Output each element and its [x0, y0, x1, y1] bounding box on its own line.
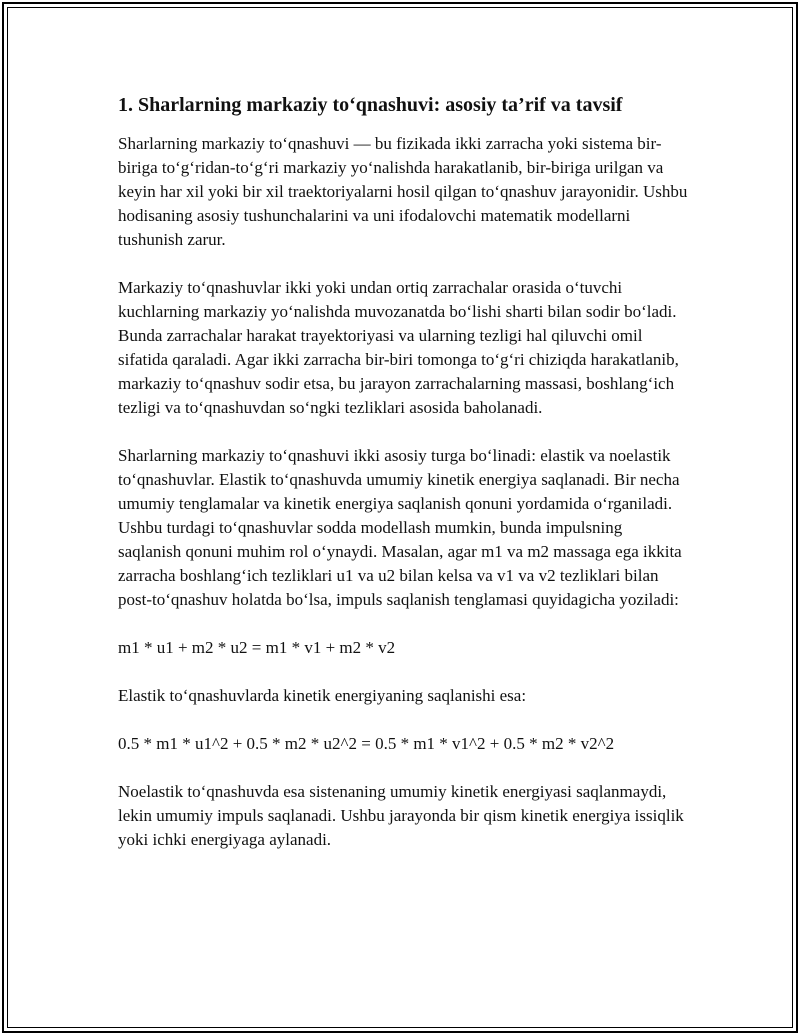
- paragraph-definition: Sharlarning markaziy to‘qnashuvi — bu fizikada ikki zarracha yoki sistema bir-biriga to‘g‘ridan-to‘g‘ri markaziy yo‘nalishda harakatlanib, bir-biriga urilgan va keyin har xil yoki bir xil traektoriyalarni hosil qilgan to‘qnashuv jarayonidir. Ushbu hodisaning asosiy tushunchalarini va uni ifodalovchi matematik modellarni tushunish zarur.: [118, 134, 688, 249]
- section-heading: 1. Sharlarning markaziy to‘qnashuvi: asosiy ta’rif va tavsif: [118, 94, 623, 116]
- paragraph-collision-types: Sharlarning markaziy to‘qnashuvi ikki asosiy turga bo‘linadi: elastik va noelastik to‘qnashuvlar. Elastik to‘qnashuvda umumiy kinetik energiya saqlanadi. Bir necha umumiy tenglamalar va kinetik energiya saqlanish qonuni yordamida o‘rganiladi. Ushbu turdagi to‘qnashuvlar sodda modellash mumkin, bunda impulsning saqlanish qonuni muhim rol o‘ynaydi. Masalan, agar m1 va m2 massaga ega ikkita zarracha boshlang‘ich tezliklari u1 va u2 bilan kelsa va v1 va v2 tezliklari bilan post-to‘qnashuv holatda bo‘lsa, impuls saqlanish tenglamasi quyidagicha yoziladi:: [118, 446, 682, 609]
- paragraph-inelastic: Noelastik to‘qnashuvda esa sistenaning umumiy kinetik energiyasi saqlanmaydi, lekin umumiy impuls saqlanadi. Ushbu jarayonda bir qism kinetik energiya issiqlik yoki ichki energiyaga aylanadi.: [118, 782, 684, 849]
- energy-equation: 0.5 * m1 * u1^2 + 0.5 * m2 * u2^2 = 0.5 * m1 * v1^2 + 0.5 * m2 * v2^2: [118, 734, 615, 753]
- document-body: [118, 92, 688, 876]
- paragraph-central-collision: Markaziy to‘qnashuvlar ikki yoki undan ortiq zarrachalar orasida o‘tuvchi kuchlarning markaziy yo‘nalishda muvozanatda bo‘lishi sharti bilan sodir bo‘ladi. Bunda zarrachalar harakat trayektoriyasi va ularning tezligi hal qiluvchi omil sifatida qaraladi. Agar ikki zarracha bir-biri tomonga to‘g‘ri chiziqda harakatlanib, markaziy to‘qnashuv sodir etsa, bu jarayon zarrachalarning massasi, boshlang‘ich tezligi va to‘qnashuvdan so‘ngki tezliklari asosida baholanadi.: [118, 278, 679, 417]
- momentum-equation: m1 * u1 + m2 * u2 = m1 * v1 + m2 * v2: [118, 638, 396, 657]
- energy-intro: Elastik to‘qnashuvlarda kinetik energiyaning saqlanishi esa:: [118, 686, 527, 705]
